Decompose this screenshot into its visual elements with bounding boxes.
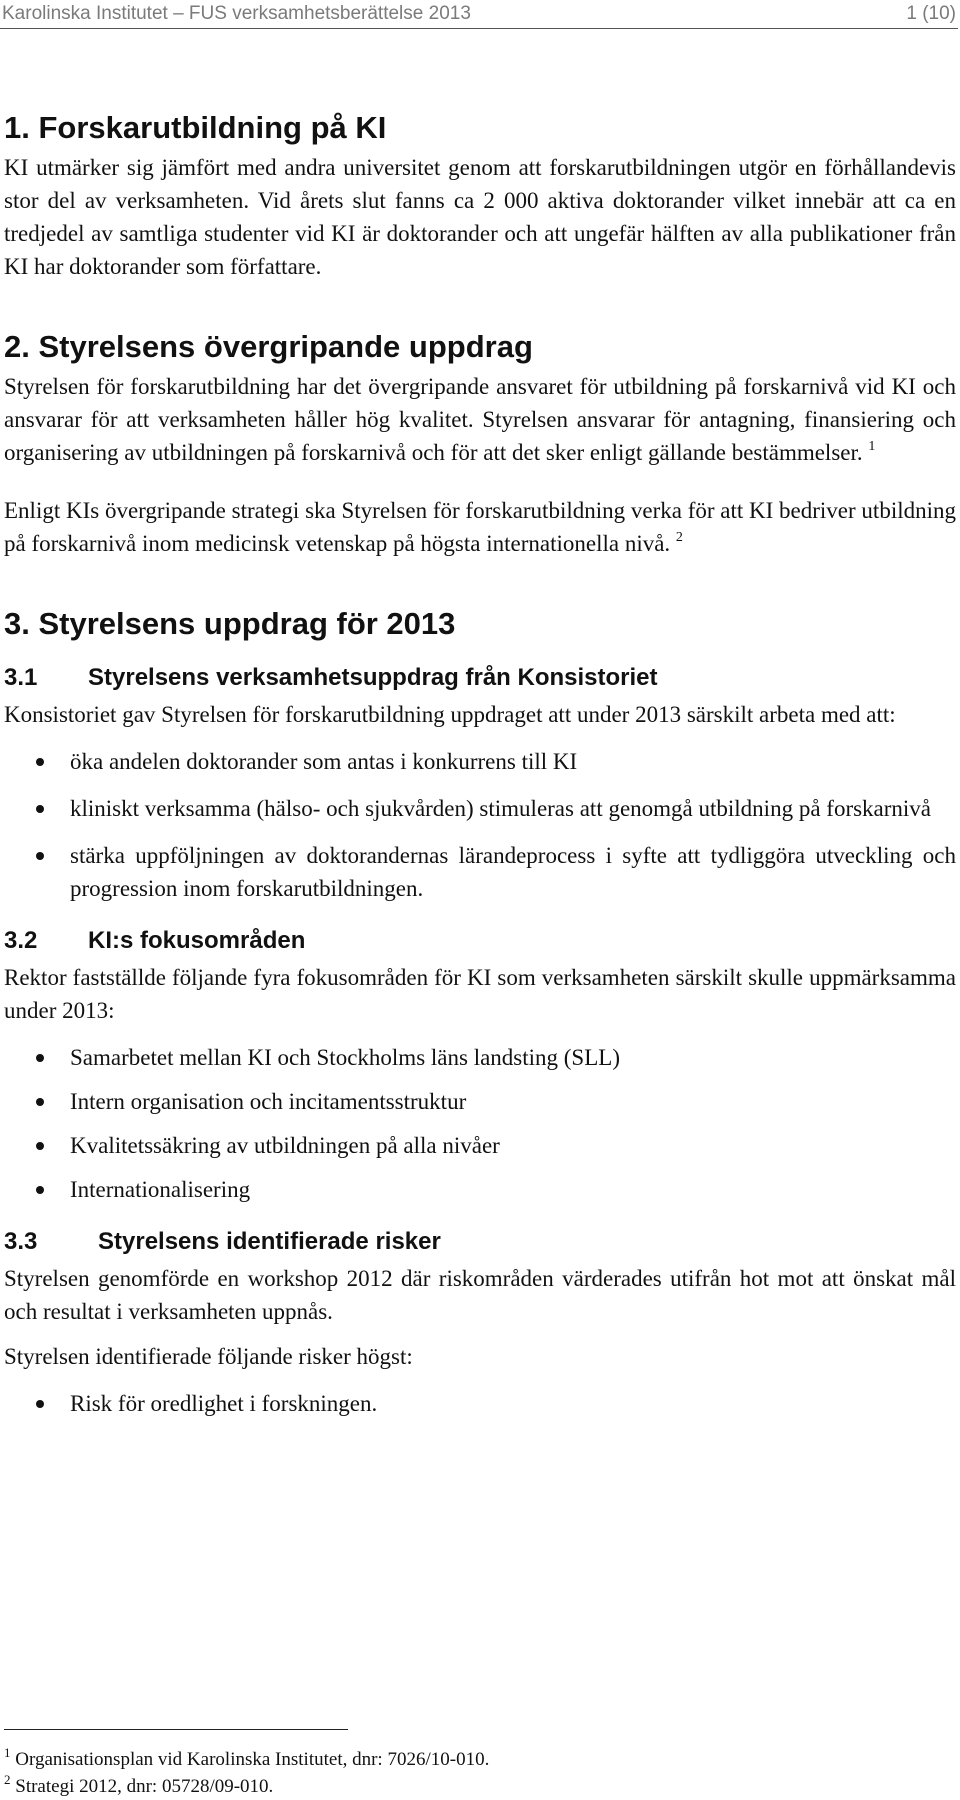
- list-item: [4, 792, 956, 825]
- subsection-3-1-number: 3.1: [4, 664, 38, 691]
- subsection-3-1-intro: Konsistoriet gav Styrelsen för forskarutbildning uppdraget att under 2013 särskilt arbeta med att:: [4, 702, 896, 727]
- section-3-heading: 3. Styrelsens uppdrag för 2013: [4, 606, 456, 641]
- bullet-icon: [36, 1054, 44, 1062]
- running-header: [0, 0, 958, 29]
- header-page-number: 1 (10): [906, 3, 956, 24]
- section-2-paragraph-1-text: Styrelsen för forskarutbildning har det övergripande ansvaret för utbildning på forskarnivå vid KI och ansvarar för att verksamheten håller hög kvalitet. Styrelsen ansvarar för antagning, finansiering och organisering av utbildningen på forskarnivå och för att det sker enligt gällande bestämmelser.: [4, 374, 956, 465]
- bullet-icon: [36, 758, 44, 766]
- bullet-icon: [36, 1098, 44, 1106]
- subsection-3-1-title: Styrelsens verksamhetsuppdrag från Konsistoriet: [88, 664, 658, 691]
- header-title: Karolinska Institutet – FUS verksamhetsberättelse 2013: [2, 3, 471, 24]
- subsection-3-3-paragraph-1: Styrelsen genomförde en workshop 2012 där riskområden värderades utifrån hot mot att önskat mål och resultat i verksamheten uppnås.: [4, 1266, 956, 1324]
- footnote-separator: [4, 1729, 348, 1730]
- footnote-marker: 2: [4, 1772, 11, 1787]
- subsection-3-3-number: 3.3: [4, 1228, 38, 1255]
- subsection-3-2-title: KI:s fokusområden: [88, 927, 306, 954]
- section-2-paragraph-1: [4, 370, 956, 469]
- footnote-1: [4, 1746, 956, 1773]
- subsection-3-3-paragraph-2: Styrelsen identifierade följande risker högst:: [4, 1344, 413, 1369]
- list-item: [4, 1387, 956, 1420]
- bullet-icon: [36, 1186, 44, 1194]
- footnotes: [4, 1746, 956, 1800]
- bullet-icon: [36, 1142, 44, 1150]
- list-item-text: Risk för oredlighet i forskningen.: [70, 1391, 378, 1416]
- footnote-marker: 1: [4, 1745, 11, 1760]
- subsection-3-2-list: [4, 1041, 956, 1206]
- list-item: [4, 1041, 956, 1074]
- subsection-3-3-heading: [4, 1226, 956, 1258]
- section-2-heading: 2. Styrelsens övergripande uppdrag: [4, 329, 533, 364]
- list-item: [4, 1129, 956, 1162]
- subsection-3-2-number: 3.2: [4, 927, 38, 954]
- bullet-icon: [36, 1400, 44, 1408]
- list-item-text: öka andelen doktorander som antas i konkurrens till KI: [70, 749, 578, 774]
- section-1-heading: 1. Forskarutbildning på KI: [4, 110, 387, 145]
- list-item: [4, 1085, 956, 1118]
- section-1-paragraph: KI utmärker sig jämfört med andra universitet genom att forskarutbildningen utgör en förhållandevis stor del av verksamheten. Vid årets slut fanns ca 2 000 aktiva doktorander vilket innebär att ca en tredjedel av samtliga studenter vid KI är doktorander och att ungefär hälften av alla publikationer från KI har doktorander som författare.: [4, 155, 956, 279]
- subsection-3-1-list: [4, 745, 956, 905]
- subsection-3-1-heading: [4, 662, 956, 694]
- bullet-icon: [36, 852, 44, 860]
- list-item-text: kliniskt verksamma (hälso- och sjukvården) stimuleras att genomgå utbildning på forskarnivå: [70, 796, 932, 821]
- footnote-ref-2[interactable]: 2: [675, 530, 683, 545]
- section-2-paragraph-2-text: Enligt KIs övergripande strategi ska Styrelsen för forskarutbildning verka för att KI bedriver utbildning på forskarnivå inom medicinsk vetenskap på högsta internationella nivå.: [4, 498, 956, 556]
- subsection-3-2-heading: [4, 925, 956, 957]
- list-item: [4, 745, 956, 778]
- list-item-text: Kvalitetssäkring av utbildningen på alla nivåer: [70, 1133, 500, 1158]
- section-2-paragraph-2: [4, 494, 956, 560]
- footnote-text: Organisationsplan vid Karolinska Institutet, dnr: 7026/10-010.: [15, 1749, 490, 1770]
- footnote-text: Strategi 2012, dnr: 05728/09-010.: [15, 1776, 274, 1797]
- subsection-3-2-intro: Rektor fastställde följande fyra fokusområden för KI som verksamheten särskilt skulle uppmärksamma under 2013:: [4, 965, 956, 1023]
- list-item-text: stärka uppföljningen av doktorandernas lärandeprocess i syfte att tydliggöra utveckling och progression inom forskarutbildningen.: [70, 843, 956, 901]
- list-item: [4, 1173, 956, 1206]
- list-item-text: Intern organisation och incitamentsstruktur: [70, 1089, 467, 1114]
- subsection-3-3-title: Styrelsens identifierade risker: [98, 1228, 441, 1255]
- footnote-2: [4, 1773, 956, 1800]
- subsection-3-3-list: [4, 1387, 956, 1420]
- document-body: [4, 108, 956, 1420]
- list-item: [4, 839, 956, 905]
- list-item-text: Samarbetet mellan KI och Stockholms läns landsting (SLL): [70, 1045, 620, 1070]
- footnote-ref-1[interactable]: 1: [868, 439, 876, 454]
- bullet-icon: [36, 805, 44, 813]
- list-item-text: Internationalisering: [70, 1177, 251, 1202]
